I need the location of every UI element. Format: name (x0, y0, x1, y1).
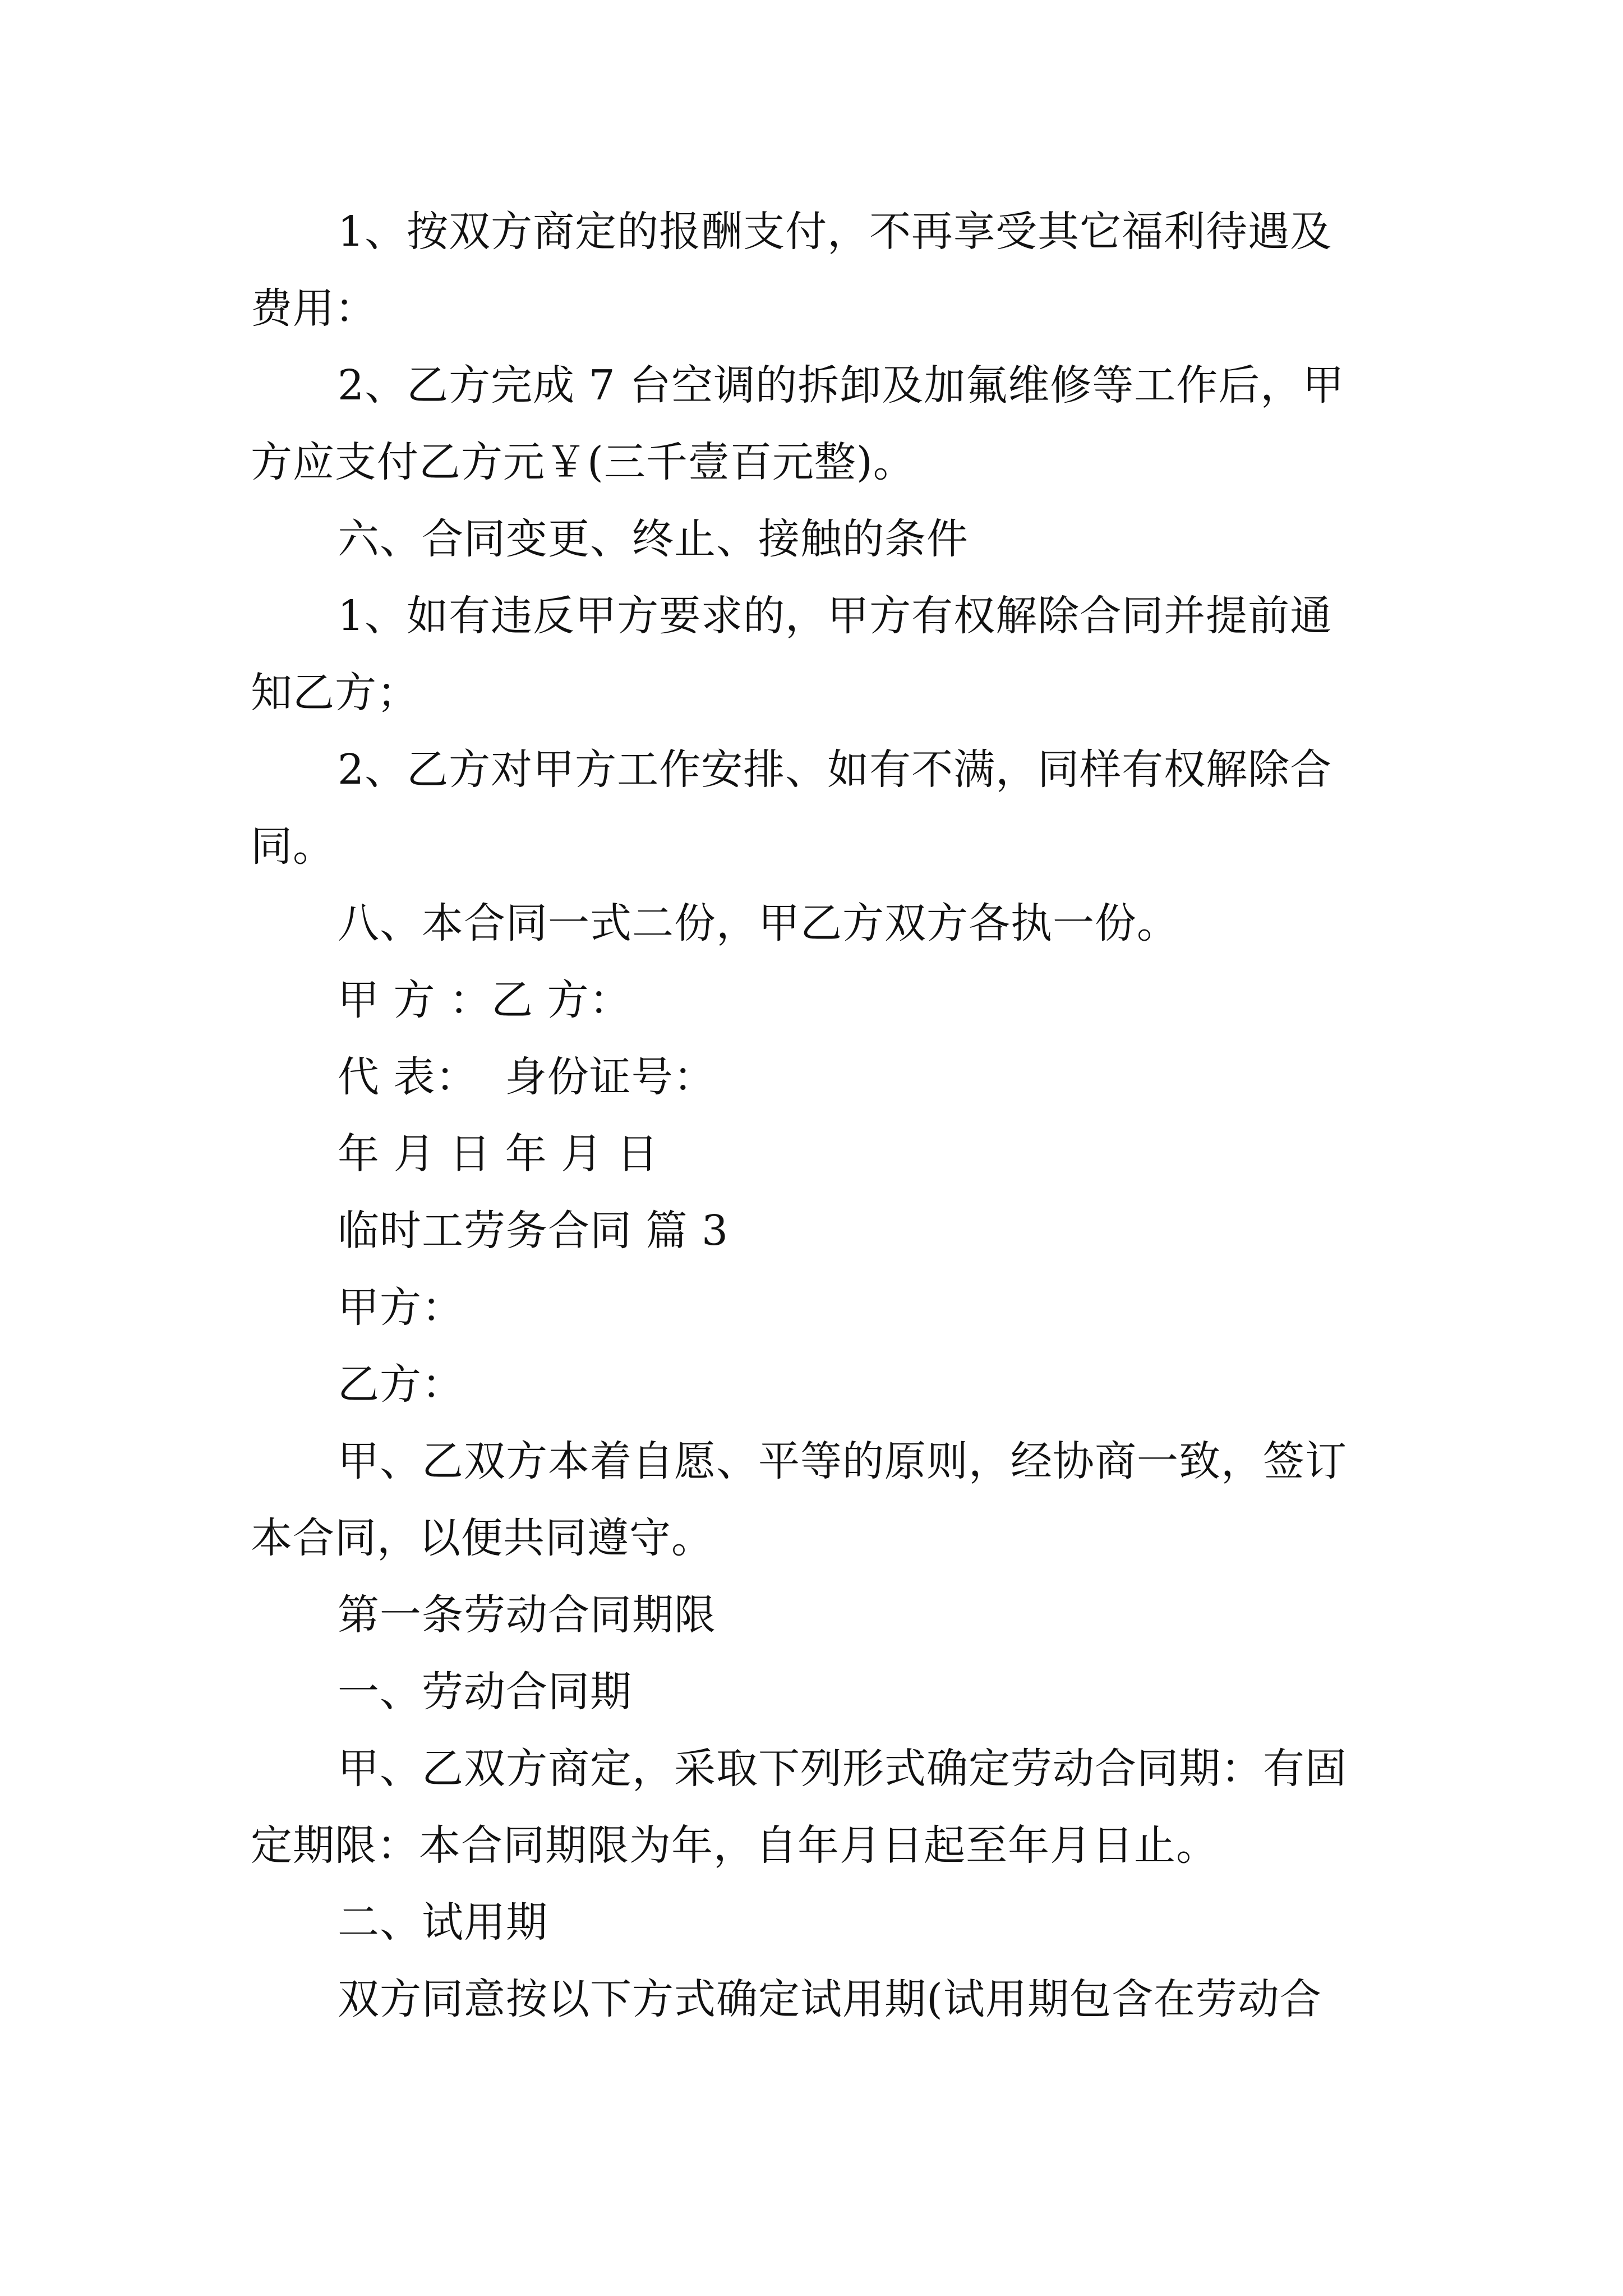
signature-date-line: 年 月 日 年 月 日 (338, 1130, 659, 1178)
section-heading: 八、本合同一式二份，甲乙方双方各执一份。 (338, 899, 1179, 947)
text-line: 本合同，以便共同遵守。 (251, 1514, 713, 1562)
section-heading: 六、合同变更、终止、接触的条件 (338, 515, 969, 563)
section-heading: 二、试用期 (338, 1898, 548, 1947)
text-line: 费用： (251, 284, 377, 333)
text-line: 知乙方； (251, 669, 419, 717)
text-line: 甲、乙双方商定，采取下列形式确定劳动合同期：有固 (338, 1745, 1347, 1793)
party-b-line: 乙方： (338, 1360, 464, 1409)
party-a-line: 甲方： (338, 1283, 464, 1332)
article-heading: 第一条劳动合同期限 (338, 1591, 716, 1639)
signature-party-line: 甲 方 ：乙 方： (338, 976, 631, 1024)
text-line: 方应支付乙方元￥(三千壹百元整)。 (251, 438, 915, 486)
text-line: 同。 (251, 822, 335, 871)
text-line: 2、乙方对甲方工作安排、如有不满，同样有权解除合 (338, 746, 1332, 794)
text-line: 1、按双方商定的报酬支付，不再享受其它福利待遇及 (338, 208, 1332, 256)
text-line: 定期限：本合同期限为年，自年月日起至年月日止。 (251, 1821, 1218, 1870)
section-heading: 一、劳动合同期 (338, 1668, 632, 1716)
document-body (251, 194, 1393, 2038)
signature-representative-line: 代 表： 身份证号： (338, 1053, 716, 1101)
text-line: 甲、乙双方本着自愿、平等的原则，经协商一致，签订 (338, 1437, 1347, 1485)
text-line: 2、乙方完成 7 台空调的拆卸及加氟维修等工作后，甲 (338, 361, 1345, 409)
text-line: 1、如有违反甲方要求的，甲方有权解除合同并提前通 (338, 592, 1332, 640)
text-line: 双方同意按以下方式确定试用期(试用期包含在劳动合 (338, 1975, 1322, 2023)
document-title: 临时工劳务合同 篇 3 (338, 1207, 729, 1255)
